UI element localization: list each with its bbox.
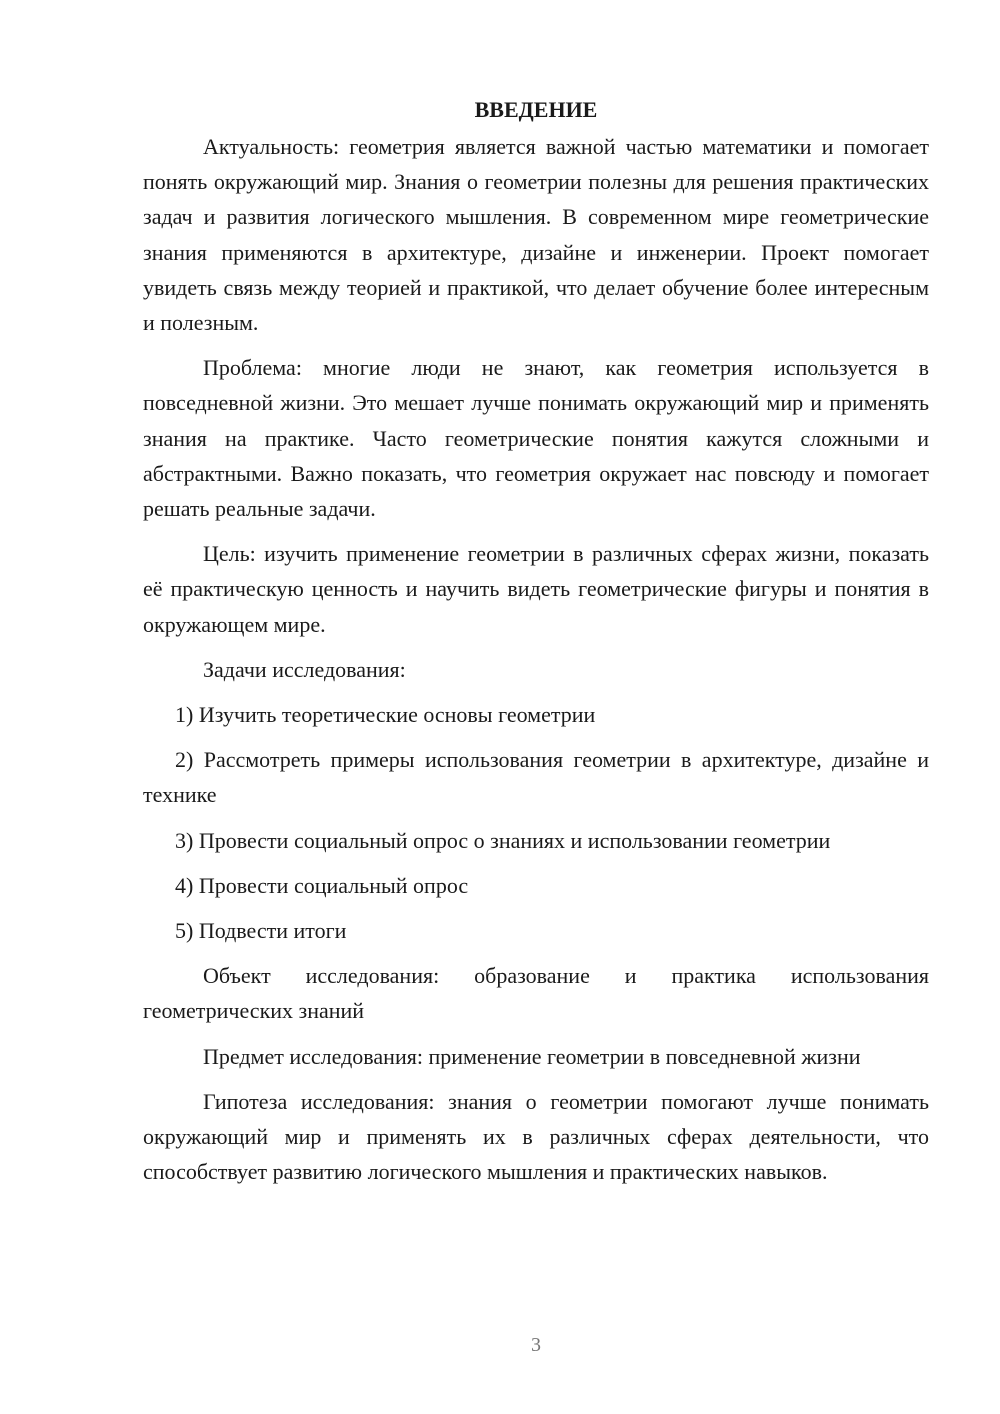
paragraph-relevance: Актуальность: геометрия является важной частью математики и помогает понять окружающий мир. Знания о геометрии полезны для решения практических задач и развития логического мышления. В современном мире геометрические знания применяются в архитектуре, дизайне и инженерии. Проект помогает увидеть связь между теорией и практикой, что делает обучение более интересным и полезным. (143, 134, 929, 336)
task-item-4: 4) Провести социальный опрос (175, 872, 469, 898)
paragraph-subject: Предмет исследования: применение геометрии в повседневной жизни (203, 1043, 861, 1069)
paragraph-object: Объект исследования: образование и практика использования геометрических знаний (143, 963, 929, 1024)
task-item-3: 3) Провести социальный опрос о знаниях и использовании геометрии (175, 827, 831, 853)
task-item-5: 5) Подвести итоги (175, 918, 347, 944)
section-title: ВВЕДЕНИЕ (474, 97, 598, 122)
page-number: 3 (531, 1334, 541, 1356)
page-content (143, 92, 929, 1199)
paragraph-hypothesis: Гипотеза исследования: знания о геометрии помогают лучше понимать окружающий мир и применять их в различных сферах деятельности, что способствует развитию логического мышления и практических навыков. (143, 1088, 929, 1185)
task-item-2: 2) Рассмотреть примеры использования геометрии в архитектуре, дизайне и технике (143, 747, 929, 808)
paragraph-goal: Цель: изучить применение геометрии в различных сферах жизни, показать её практическую ценность и научить видеть геометрические фигуры и понятия в окружающем мире. (143, 541, 929, 637)
task-item-1: 1) Изучить теоретические основы геометрии (175, 702, 596, 728)
paragraph-tasks-heading: Задачи исследования: (203, 656, 406, 682)
paragraph-problem: Проблема: многие люди не знают, как геометрия используется в повседневной жизни. Это мешает лучше понимать окружающий мир и применять знания на практике. Часто геометрические понятия кажутся сложными и абстрактными. Важно показать, что геометрия окружает нас повсюду и помогает решать реальные задачи. (143, 355, 929, 522)
